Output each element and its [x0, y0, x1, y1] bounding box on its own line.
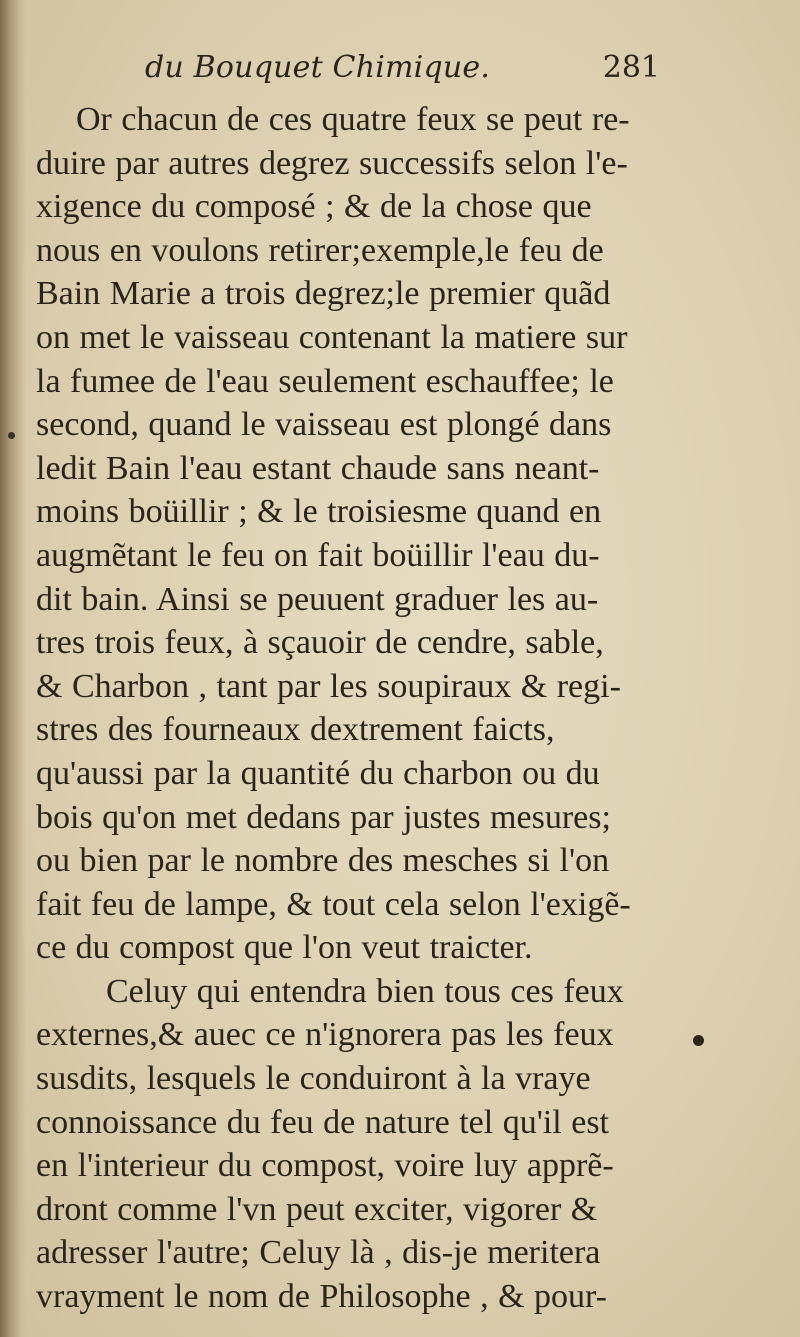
- text-line: ledit Bain l'eau estant chaude sans neant-: [36, 449, 600, 487]
- text-line: fait feu de lampe, & tout cela selon l'exigẽ-: [36, 885, 631, 923]
- margin-mark: [693, 1035, 704, 1046]
- margin-mark: [8, 432, 15, 439]
- text-line: vrayment le nom de Philosophe , & pour-: [36, 1278, 608, 1316]
- running-title: du Bouquet Chimique.: [145, 50, 491, 85]
- binding-edge: [0, 0, 26, 1337]
- text-line: externes,& auec ce n'ignorera pas les feux: [36, 1016, 614, 1054]
- text-line: on met le vaisseau contenant la matiere sur: [36, 318, 628, 356]
- text-line: stres des fourneaux dextrement faicts,: [36, 711, 555, 749]
- text-line: dit bain. Ainsi se peuuent graduer les au-: [36, 580, 599, 618]
- text-line: duire par autres degrez successifs selon l'e-: [36, 144, 628, 182]
- text-line: tres trois feux, à sçauoir de cendre, sable,: [36, 624, 604, 662]
- text-line: la fumee de l'eau seulement eschauffee; le: [36, 362, 614, 400]
- text-line: ce du compost que l'on veut traicter.: [36, 929, 533, 967]
- text-line: & Charbon , tant par les soupiraux & regi-: [36, 667, 621, 705]
- text-line: Bain Marie a trois degrez;le premier quãd: [36, 275, 611, 313]
- text-line: xigence du composé ; & de la chose que: [36, 188, 592, 226]
- body-text: [36, 98, 686, 1319]
- text-line: Or chacun de ces quatre feux se peut re-: [76, 101, 630, 138]
- text-line: susdits, lesquels le conduiront à la vraye: [36, 1060, 591, 1098]
- text-line: connoissance du feu de nature tel qu'il est: [36, 1103, 609, 1141]
- text-line: ou bien par le nombre des mesches si l'on: [36, 842, 610, 880]
- text-line: bois qu'on met dedans par justes mesures;: [36, 798, 611, 836]
- text-line: augmẽtant le feu on fait boüillir l'eau du-: [36, 536, 600, 574]
- text-line: moins boüillir ; & le troisiesme quand en: [36, 493, 602, 531]
- page-number: 281: [602, 50, 660, 85]
- text-line: nous en voulons retirer;exemple,le feu de: [36, 231, 604, 269]
- text-line: dront comme l'vn peut exciter, vigorer &: [36, 1190, 598, 1228]
- text-line: second, quand le vaisseau est plongé dans: [36, 406, 612, 444]
- text-line: qu'aussi par la quantité du charbon ou du: [36, 754, 600, 792]
- page-header: [145, 46, 660, 94]
- text-line: Celuy qui entendra bien tous ces feux: [106, 972, 624, 1010]
- text-line: en l'interieur du compost, voire luy apprẽ-: [36, 1147, 614, 1185]
- text-line: adresser l'autre; Celuy là , dis-je meritera: [36, 1234, 601, 1272]
